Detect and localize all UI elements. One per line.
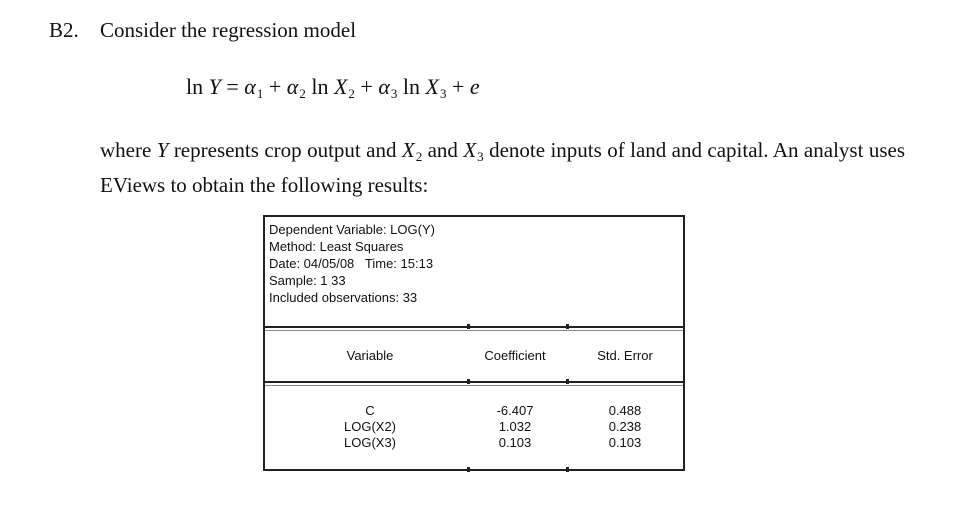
tick-mark [467, 324, 470, 329]
eq-plus2: + [360, 74, 373, 99]
eq-alpha1: α [244, 74, 256, 99]
tick-mark [566, 324, 569, 329]
divider [265, 326, 683, 328]
eq-alpha3-sub: 3 [390, 86, 398, 101]
para-part2: represents crop output and [168, 138, 402, 162]
table-cell-std-error: 0.103 [608, 435, 642, 450]
eq-ln3: ln [402, 74, 421, 99]
para-part1: where [100, 138, 157, 162]
divider [265, 469, 683, 471]
header-line: Dependent Variable: LOG(Y) [269, 222, 435, 237]
coefficient-column [470, 403, 560, 451]
question-label: B2. [49, 18, 79, 42]
tick-mark [467, 467, 470, 472]
header-line: Method: Least Squares [269, 239, 404, 254]
table-cell-std-error: 0.238 [608, 419, 642, 434]
tick-mark [566, 379, 569, 384]
table-cell-coefficient: 0.103 [498, 435, 532, 450]
table-cell-std-error: 0.488 [608, 403, 642, 418]
divider [265, 330, 683, 331]
para-part3: and [422, 138, 464, 162]
header-line: Included observations: 33 [269, 290, 418, 305]
tick-mark [566, 467, 569, 472]
divider [265, 385, 683, 386]
regression-equation [186, 74, 480, 102]
eq-error: e [469, 74, 480, 99]
para-y: Y [156, 138, 169, 162]
eq-ln2: ln [311, 74, 329, 99]
eq-alpha2: α [286, 74, 299, 99]
eq-x3-sub: 3 [439, 86, 447, 101]
eviews-header-info [269, 221, 435, 306]
eq-alpha2-sub: 2 [299, 86, 306, 101]
tick-mark [467, 379, 470, 384]
std-error-column [580, 403, 670, 451]
eq-plus1: + [268, 74, 282, 99]
para-part4: denote inputs of land and capital. An analyst uses EViews to obtain the following results: [100, 138, 905, 197]
para-x2-sub: 2 [415, 149, 423, 164]
variable-column [325, 403, 415, 451]
eq-y: Y [208, 74, 221, 99]
para-x2: X [401, 138, 415, 162]
table-cell-coefficient: 1.032 [498, 419, 532, 434]
eq-alpha3: α [378, 74, 390, 99]
eq-plus3: + [451, 74, 465, 99]
eq-alpha1-sub: 1 [256, 86, 264, 101]
description-paragraph [100, 136, 905, 199]
divider [265, 381, 683, 383]
header-line: Sample: 1 33 [269, 273, 346, 288]
table-cell-coefficient: -6.407 [496, 403, 534, 418]
question-intro: Consider the regression model [100, 18, 357, 42]
eq-x3: X [425, 74, 439, 99]
para-x3-sub: 3 [477, 149, 484, 164]
eq-ln-lhs: ln [186, 74, 204, 99]
table-cell-variable: C [365, 403, 375, 418]
table-cell-variable: LOG(X2) [343, 419, 396, 434]
para-x3: X [463, 138, 477, 162]
eq-equals: = [226, 74, 239, 99]
header-line: Date: 04/05/08 Time: 15:13 [269, 256, 434, 271]
eq-x2-sub: 2 [348, 86, 355, 101]
column-header-std-error: Std. Error [597, 348, 653, 363]
column-header-variable: Variable [346, 348, 394, 363]
table-cell-variable: LOG(X3) [343, 435, 396, 450]
eq-x2: X [333, 74, 348, 99]
column-header-coefficient: Coefficient [484, 348, 546, 363]
eviews-output-table [263, 215, 685, 471]
